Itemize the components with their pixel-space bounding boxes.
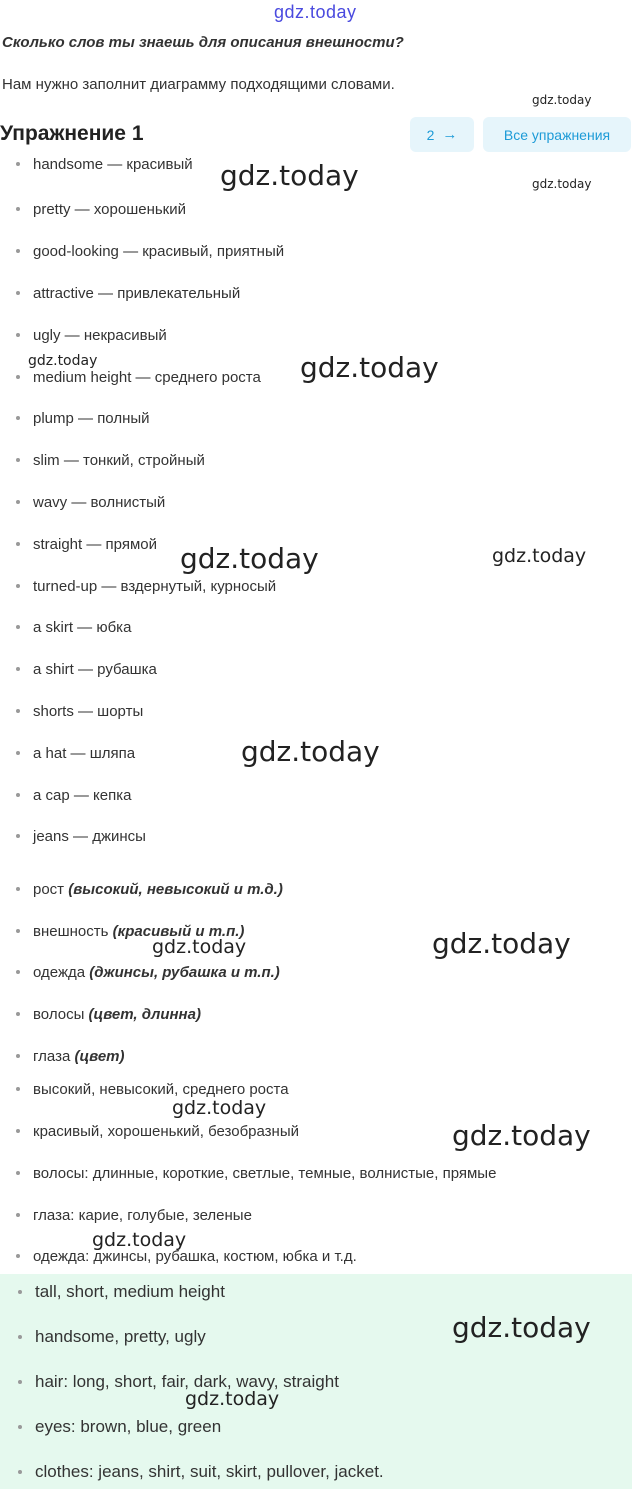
list-item [16,745,135,762]
arrow-right-icon: → [442,126,458,143]
list-item [16,452,205,469]
question-text: Сколько слов ты знаешь для описания внешности? [2,34,404,51]
category-hint: (цвет) [74,1048,125,1065]
description-item [16,1081,289,1098]
bullet [16,375,20,379]
category-hint: (красивый и т.п.) [112,923,245,940]
answer-text: hair: long, short, fair, dark, wavy, straight [35,1372,339,1391]
all-exercises-button[interactable]: Все упражнения [483,117,631,152]
bullet [16,1012,20,1016]
bullet [18,1290,22,1294]
bullet [16,416,20,420]
exercise-title: Упражнение 1 [0,122,144,145]
bullet [16,542,20,546]
answer-item [18,1282,225,1302]
category-hint: (джинсы, рубашка и т.п.) [89,964,280,981]
watermark: gdz.today [180,542,319,575]
list-item-text: a shirt — рубашка [33,661,157,678]
watermark: gdz.today [28,353,98,369]
category-name: рост [33,881,65,898]
list-item [16,369,261,386]
bullet [18,1380,22,1384]
list-item [16,703,143,720]
list-item [16,285,240,302]
list-item [16,327,167,344]
instruction-text: Нам нужно заполнит диаграмму подходящими словами. [2,76,395,93]
bullet [16,834,20,838]
list-item-text: a skirt — юбка [33,619,132,636]
watermark: gdz.today [452,1311,591,1344]
list-item [16,243,284,260]
description-text: одежда: джинсы, рубашка, костюм, юбка и т.д. [33,1248,357,1265]
category-name: внешность [33,923,109,940]
watermark: gdz.today [220,159,359,192]
list-item-text: straight — прямой [33,536,157,553]
bullet [16,458,20,462]
bullet [16,1171,20,1175]
bullet [16,1213,20,1217]
list-item-text: good-looking — красивый, приятный [33,243,285,260]
list-item-text: medium height — среднего роста [33,369,261,386]
list-item-text: a cap — кепка [33,787,132,804]
bullet [16,1254,20,1258]
list-item-text: wavy — волнистый [33,494,166,511]
watermark: gdz.today [492,545,587,567]
bullet [16,162,20,166]
category-item [16,1048,125,1065]
bullet [16,929,20,933]
list-item [16,536,157,553]
list-item-text: plump — полный [33,410,150,427]
watermark: gdz.today [172,1097,267,1119]
answer-text: handsome, pretty, ugly [35,1327,206,1346]
watermark: gdz.today [300,351,439,384]
watermark: gdz.today [185,1388,280,1410]
category-hint: (цвет, длинна) [88,1006,201,1023]
bullet [16,887,20,891]
bullet [16,249,20,253]
answer-text: tall, short, medium height [35,1282,225,1301]
answer-text: eyes: brown, blue, green [35,1417,222,1436]
description-text: волосы: длинные, короткие, светлые, темные, волнистые, прямые [33,1165,497,1182]
bullet [16,751,20,755]
bullet [16,291,20,295]
list-item-text: handsome — красивый [33,156,193,173]
bullet [16,709,20,713]
description-item [16,1165,496,1182]
answer-item [18,1327,206,1347]
answer-text: clothes: jeans, shirt, suit, skirt, pullover, jacket. [35,1462,384,1481]
list-item [16,494,165,511]
answer-item [18,1372,339,1392]
list-item-text: jeans — джинсы [33,828,146,845]
bullet [16,1129,20,1133]
category-name: глаза [33,1048,71,1065]
description-item [16,1123,299,1140]
description-text: красивый, хорошенький, безобразный [33,1123,299,1140]
bullet [18,1425,22,1429]
category-item [16,964,280,981]
list-item [16,156,193,173]
watermark: gdz.today [532,93,592,107]
watermark: gdz.today [92,1229,187,1251]
category-name: волосы [33,1006,85,1023]
bullet [18,1335,22,1339]
answer-item [18,1417,221,1437]
bullet [16,333,20,337]
bullet [18,1470,22,1474]
list-item [16,787,131,804]
bullet [16,207,20,211]
bullet [16,584,20,588]
watermark: gdz.today [152,936,247,958]
bullet [16,1054,20,1058]
bullet [16,970,20,974]
bullet [16,793,20,797]
description-item [16,1248,357,1265]
list-item [16,410,150,427]
list-item-text: a hat — шляпа [33,745,136,762]
site-logo[interactable]: gdz.today [274,2,357,22]
category-item [16,881,283,898]
bullet [16,667,20,671]
list-item [16,828,146,845]
list-item [16,661,157,678]
next-exercise-label: 2 [426,126,435,143]
description-item [16,1207,252,1224]
category-name: одежда [33,964,86,981]
list-item-text: slim — тонкий, стройный [33,452,205,469]
bullet [16,1087,20,1091]
list-item-text: pretty — хорошенький [33,201,187,218]
list-item-text: shorts — шорты [33,703,144,720]
list-item-text: turned-up — вздернутый, курносый [33,578,277,595]
list-item [16,619,131,636]
list-item-text: attractive — привлекательный [33,285,241,302]
list-item [16,201,186,218]
answer-box [0,1274,632,1489]
next-exercise-button[interactable] [410,117,474,152]
watermark: gdz.today [241,735,380,768]
description-text: высокий, невысокий, среднего роста [33,1081,289,1098]
list-item [16,578,276,595]
category-item [16,1006,201,1023]
category-hint: (высокий, невысокий и т.д.) [68,881,283,898]
list-item-text: ugly — некрасивый [33,327,167,344]
bullet [16,500,20,504]
answer-item [18,1462,384,1482]
watermark: gdz.today [432,927,571,960]
watermark: gdz.today [532,177,592,191]
description-text: глаза: карие, голубые, зеленые [33,1207,252,1224]
bullet [16,625,20,629]
watermark: gdz.today [452,1119,591,1152]
